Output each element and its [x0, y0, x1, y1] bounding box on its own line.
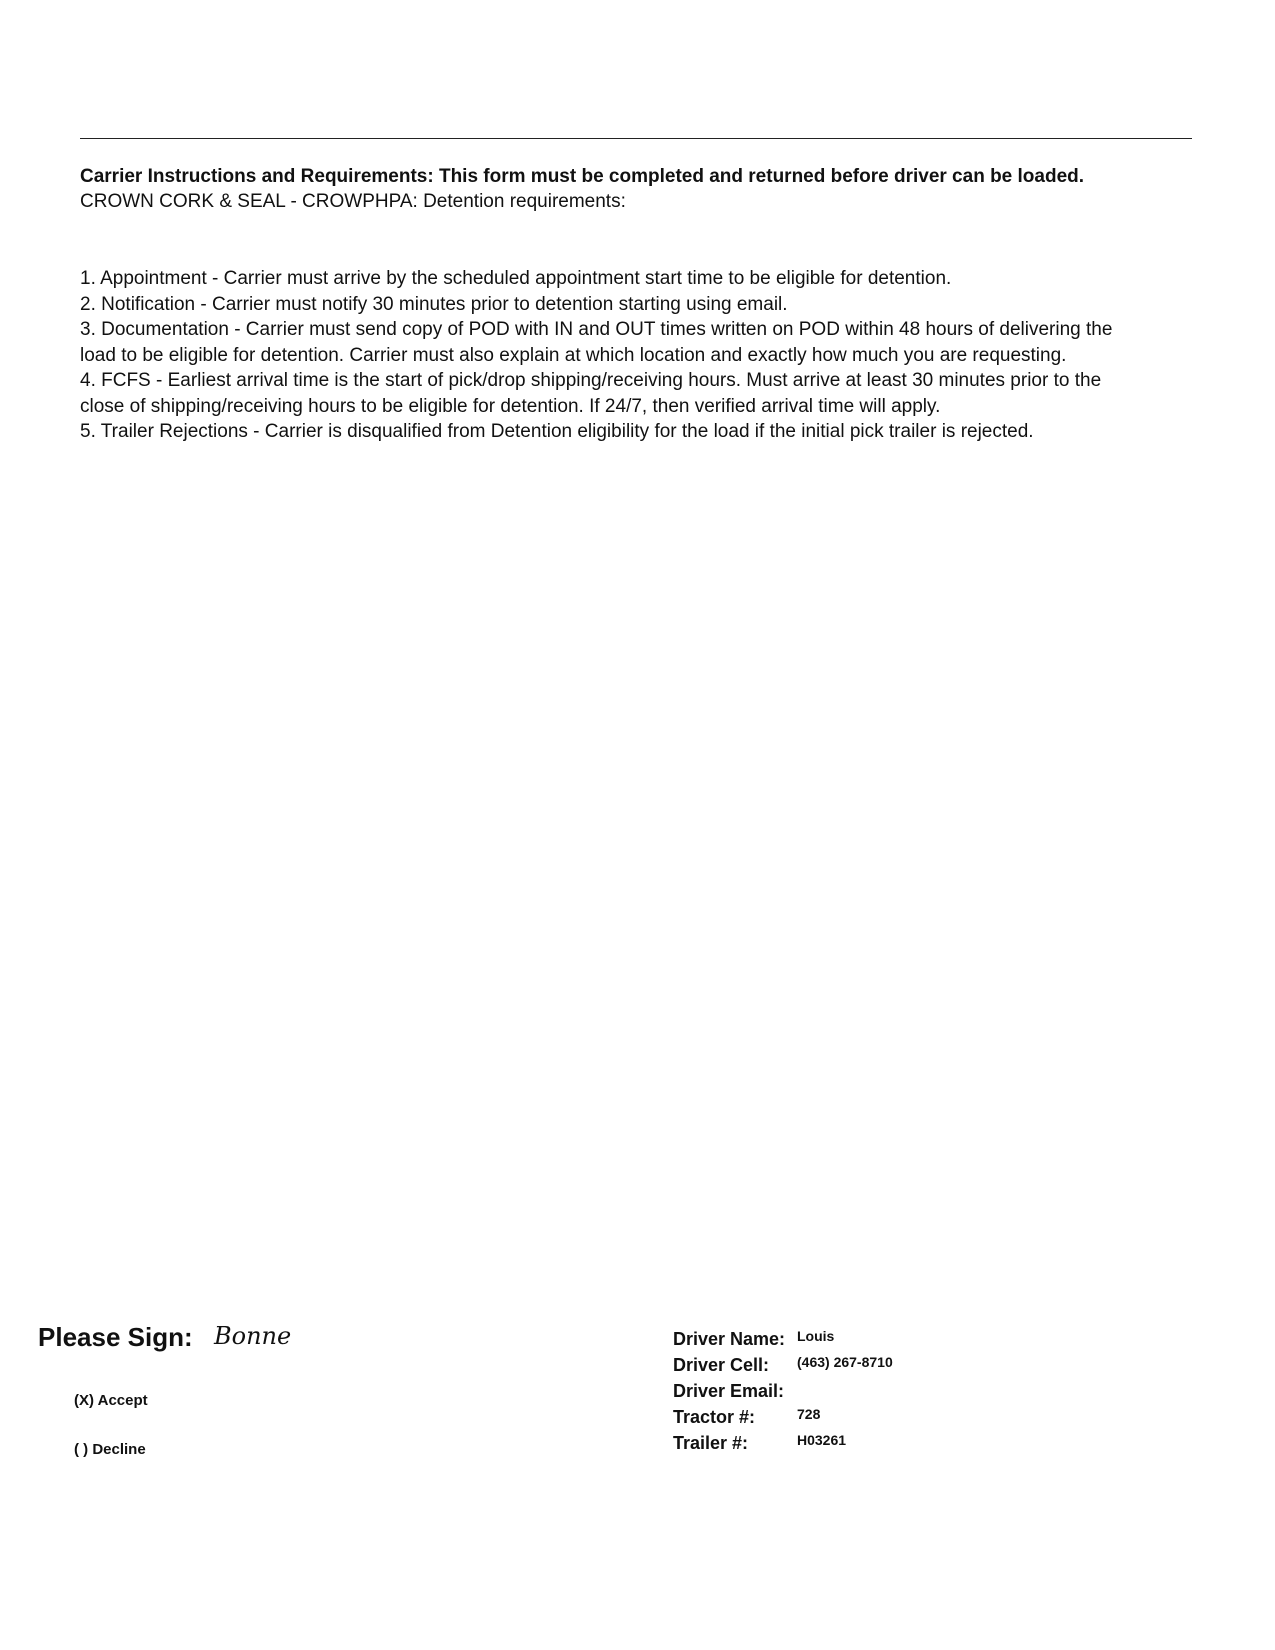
requirement-item: 1. Appointment - Carrier must arrive by the scheduled appointment start time to be eligible for detention.: [80, 268, 952, 289]
driver-email-label: Driver Email:: [673, 1381, 785, 1401]
signature-field[interactable]: Bonne: [214, 1322, 292, 1350]
accept-option[interactable]: (X) Accept: [74, 1392, 148, 1409]
driver-cell-value[interactable]: (463) 267-8710: [797, 1354, 893, 1370]
driver-name-value[interactable]: Louis: [797, 1328, 835, 1344]
driver-cell-label: Driver Cell:: [673, 1355, 770, 1375]
instructions-title: Carrier Instructions and Requirements: This form must be completed and returned before driver can be loaded.: [80, 166, 1085, 187]
requirements-list: [80, 266, 1120, 445]
detention-subtitle: CROWN CORK & SEAL - CROWPHPA: Detention requirements:: [80, 191, 626, 212]
requirement-item: 4. FCFS - Earliest arrival time is the start of pick/drop shipping/receiving hours. Must arrive at least 30 minutes prior to the close of shipping/receiving hours to be eligible for detention. If 24/7, then verified arrival time will apply.: [80, 370, 1102, 417]
requirement-item: 2. Notification - Carrier must notify 30 minutes prior to detention starting using email.: [80, 293, 788, 315]
trailer-number-value[interactable]: H03261: [797, 1432, 847, 1448]
driver-name-label: Driver Name:: [673, 1329, 786, 1349]
please-sign-label: Please Sign:: [38, 1322, 193, 1352]
requirement-item: 3. Documentation - Carrier must send copy of POD with IN and OUT times written on POD within 48 hours of delivering the load to be eligible for detention. Carrier must also explain at which location and exactly how much you are requesting.: [80, 319, 1113, 366]
decline-option[interactable]: ( ) Decline: [74, 1441, 146, 1458]
tractor-number-label: Tractor #:: [673, 1407, 756, 1427]
tractor-number-value[interactable]: 728: [797, 1406, 821, 1422]
requirement-item: 5. Trailer Rejections - Carrier is disqualified from Detention eligibility for the load if the initial pick trailer is rejected.: [80, 421, 1034, 442]
trailer-number-label: Trailer #:: [673, 1433, 749, 1453]
top-divider: [80, 138, 1192, 139]
